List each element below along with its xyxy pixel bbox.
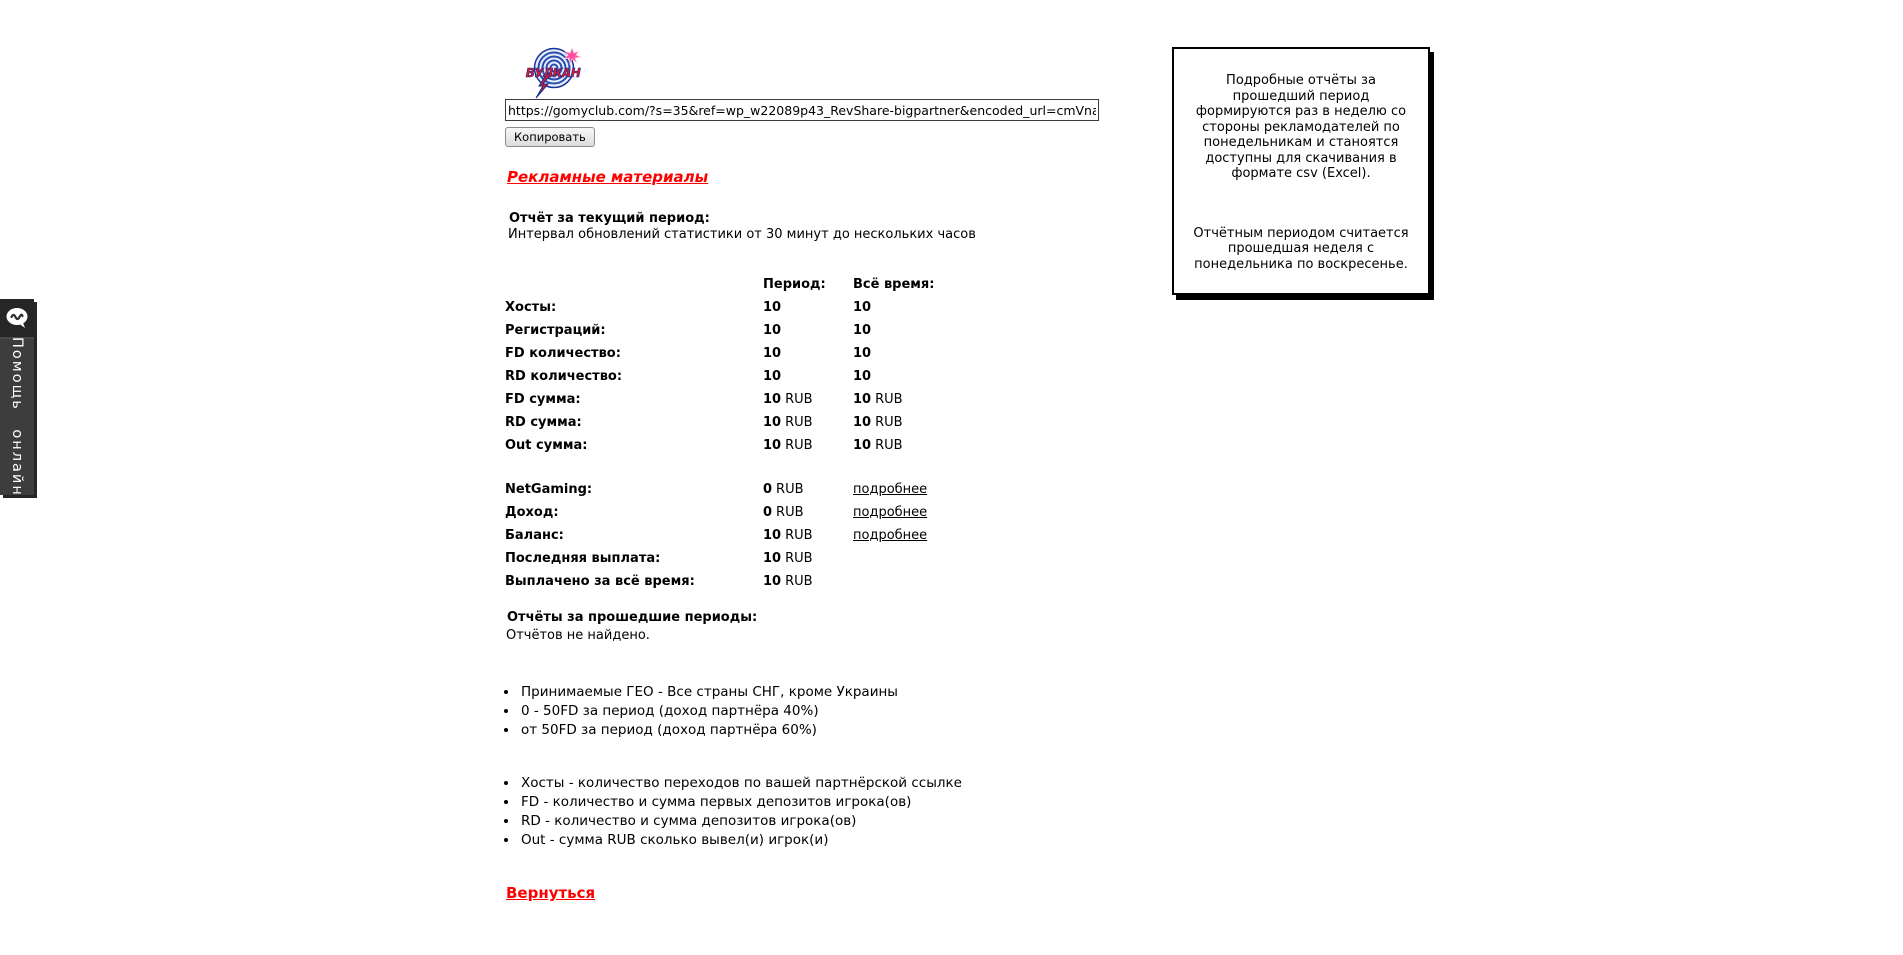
list-item: • Хосты - количество переходов по вашей партнёрской ссылке bbox=[519, 774, 962, 793]
stats-col-period: Период: bbox=[763, 277, 826, 292]
account-row-label: Выплачено за всё время: bbox=[505, 574, 695, 589]
account-row-value: 0 RUB bbox=[763, 505, 804, 520]
account-table bbox=[505, 478, 927, 593]
stats-row-period-value: 10 RUB bbox=[763, 438, 813, 453]
back-link[interactable]: Вернуться bbox=[506, 884, 596, 902]
geo-rates-list bbox=[505, 683, 898, 740]
chat-tab-label: Помощь онлайн bbox=[9, 337, 25, 497]
stats-corner-cell bbox=[505, 273, 763, 296]
current-report-heading: Отчёт за текущий период: bbox=[509, 211, 710, 226]
online-help-chat-tab[interactable] bbox=[0, 299, 34, 495]
stats-row-label: FD количество: bbox=[505, 346, 621, 361]
chat-bubble-icon bbox=[5, 307, 29, 329]
account-row-value: 0 RUB bbox=[763, 482, 804, 497]
details-link[interactable]: подробнее bbox=[853, 482, 928, 497]
list-item: • Out - сумма RUB сколько вывел(и) игрок(и) bbox=[519, 831, 962, 850]
terms-list bbox=[505, 774, 962, 850]
reports-info-box bbox=[1172, 47, 1430, 295]
stats-row-period-value: 10 bbox=[763, 323, 782, 338]
account-row-value: 10 RUB bbox=[763, 551, 813, 566]
stats-row-alltime-value: 10 RUB bbox=[853, 438, 903, 453]
stats-row-alltime-value: 10 RUB bbox=[853, 392, 903, 407]
stats-row-period-value: 10 bbox=[763, 369, 782, 384]
list-item: • от 50FD за период (доход партнёра 60%) bbox=[519, 721, 898, 740]
vulkan-logo[interactable] bbox=[520, 47, 586, 99]
info-box-paragraph: Отчётным периодом считается прошедшая неделя с понедельника по воскресенье. bbox=[1193, 225, 1409, 272]
svg-text:ВУЛКАН: ВУЛКАН bbox=[525, 66, 581, 80]
details-link[interactable]: подробнее bbox=[853, 528, 928, 543]
promo-materials-link[interactable]: Рекламные материалы bbox=[507, 168, 709, 186]
stats-row-period-value: 10 RUB bbox=[763, 392, 813, 407]
stats-row-alltime-value: 10 bbox=[853, 323, 872, 338]
stats-row-period-value: 10 RUB bbox=[763, 415, 813, 430]
stats-row-period-value: 10 bbox=[763, 346, 782, 361]
list-item: • 0 - 50FD за период (доход партнёра 40%) bbox=[519, 702, 898, 721]
list-item: • FD - количество и сумма первых депозитов игрока(ов) bbox=[519, 793, 962, 812]
chat-label-box bbox=[0, 339, 34, 495]
stats-row-alltime-value: 10 bbox=[853, 346, 872, 361]
account-row-label: NetGaming: bbox=[505, 482, 593, 497]
stats-row-label: Out сумма: bbox=[505, 438, 588, 453]
referral-url-input[interactable] bbox=[505, 99, 1099, 121]
stats-row-label: FD сумма: bbox=[505, 392, 581, 407]
stats-row-alltime-value: 10 bbox=[853, 300, 872, 315]
vulkan-logo-icon bbox=[520, 47, 586, 99]
account-row-value: 10 RUB bbox=[763, 528, 813, 543]
list-item: • RD - количество и сумма депозитов игрока(ов) bbox=[519, 812, 962, 831]
copy-button[interactable]: Копировать bbox=[505, 127, 595, 147]
stats-col-all-time: Всё время: bbox=[853, 277, 935, 292]
past-reports-empty-message: Отчётов не найдено. bbox=[506, 628, 650, 643]
chat-icon-box bbox=[0, 299, 34, 339]
stats-row-alltime-value: 10 RUB bbox=[853, 415, 903, 430]
stats-row-label: Хосты: bbox=[505, 300, 557, 315]
stats-row-label: Регистраций: bbox=[505, 323, 606, 338]
account-row-label: Баланс: bbox=[505, 528, 564, 543]
past-reports-heading: Отчёты за прошедшие периоды: bbox=[507, 610, 758, 625]
stats-row-alltime-value: 10 bbox=[853, 369, 872, 384]
stats-table bbox=[505, 273, 934, 457]
stats-row-period-value: 10 bbox=[763, 300, 782, 315]
info-box-paragraph: Подробные отчёты за прошедший период формируются раз в неделю со стороны рекламодателей по понедельникам и станоятся доступны для скачивания в формате csv (Excel). bbox=[1195, 73, 1407, 181]
stats-row-label: RD сумма: bbox=[505, 415, 582, 430]
update-interval-note: Интервал обновлений статистики от 30 минут до нескольких часов bbox=[508, 227, 976, 242]
account-row-label: Последняя выплата: bbox=[505, 551, 661, 566]
details-link[interactable]: подробнее bbox=[853, 505, 928, 520]
account-row-label: Доход: bbox=[505, 505, 559, 520]
account-row-value: 10 RUB bbox=[763, 574, 813, 589]
list-item: • Принимаемые ГЕО - Все страны СНГ, кроме Украины bbox=[519, 683, 898, 702]
stats-row-label: RD количество: bbox=[505, 369, 623, 384]
